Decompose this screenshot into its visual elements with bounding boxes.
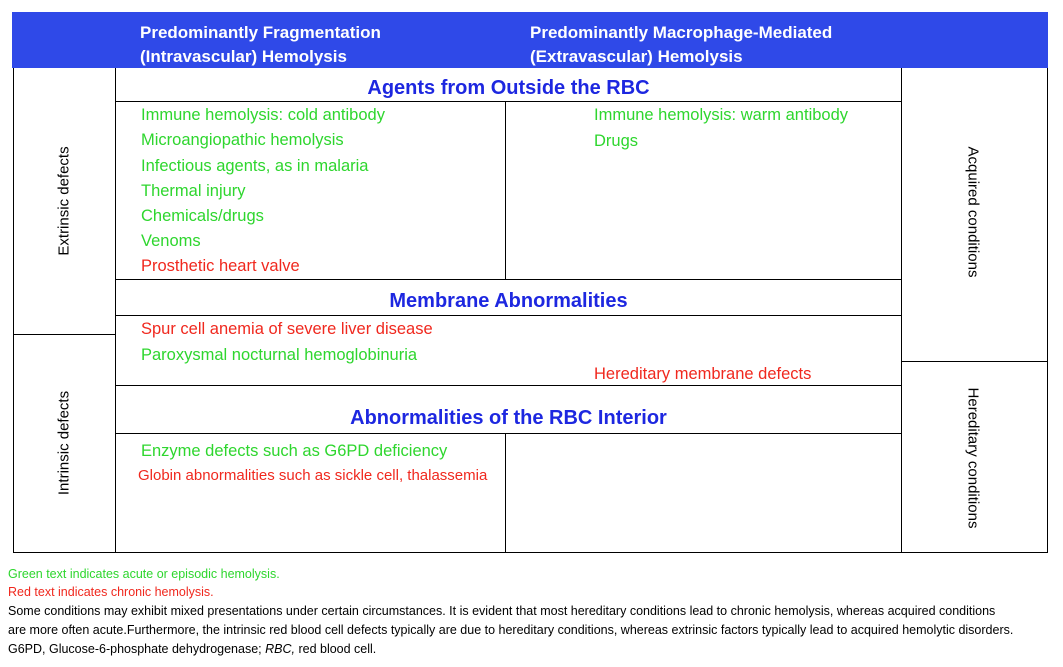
list-item: Microangiopathic hemolysis xyxy=(141,131,344,149)
section-title-interior: Abnormalities of the RBC Interior xyxy=(350,407,667,429)
list-item: Enzyme defects such as G6PD deficiency xyxy=(141,442,448,460)
abbrev-g6pd: G6PD, Glucose-6-phosphate dehydrogenase; xyxy=(8,642,266,656)
list-item: Globin abnormalities such as sickle cell, thalassemia xyxy=(138,467,488,484)
list-item: Paroxysmal nocturnal hemoglobinuria xyxy=(141,346,418,364)
header-fragmentation-line2: (Intravascular) Hemolysis xyxy=(140,47,347,66)
footnote-line: are more often acute.Furthermore, the intrinsic red blood cell defects typically are due to hereditary conditions, whereas extrinsic factors typically lead to acquired hemolytic disorders. xyxy=(8,623,1014,637)
list-item: Chemicals/drugs xyxy=(141,207,264,225)
list-item: Immune hemolysis: cold antibody xyxy=(141,106,385,124)
footnote-abbreviations xyxy=(8,641,376,657)
section-title-membrane: Membrane Abnormalities xyxy=(389,290,628,312)
hereditary-conditions-label: Hereditary conditions xyxy=(964,387,982,529)
list-item: Hereditary membrane defects xyxy=(594,365,812,383)
section-title-agents: Agents from Outside the RBC xyxy=(367,77,650,99)
list-item: Thermal injury xyxy=(141,182,246,200)
footnote-green: Green text indicates acute or episodic hemolysis. xyxy=(8,567,280,581)
extrinsic-defects-label: Extrinsic defects xyxy=(55,146,73,256)
footnote-red: Red text indicates chronic hemolysis. xyxy=(8,585,214,599)
intrinsic-defects-label: Intrinsic defects xyxy=(55,390,73,496)
abbrev-rbc: RBC, xyxy=(265,642,295,656)
list-item: Drugs xyxy=(594,132,639,150)
header-macrophage-line2: (Extravascular) Hemolysis xyxy=(530,47,743,66)
list-item: Venoms xyxy=(141,232,201,250)
header-macrophage-line1: Predominantly Macrophage-Mediated xyxy=(530,23,833,42)
list-item: Spur cell anemia of severe liver disease xyxy=(141,320,433,338)
list-item: Prosthetic heart valve xyxy=(141,257,300,275)
acquired-conditions-label: Acquired conditions xyxy=(964,146,982,278)
list-item: Infectious agents, as in malaria xyxy=(141,157,369,175)
abbrev-rbc-def: red blood cell. xyxy=(294,642,377,656)
header-fragmentation-line1: Predominantly Fragmentation xyxy=(140,23,381,42)
list-item: Immune hemolysis: warm antibody xyxy=(594,106,849,124)
footnote-line: Some conditions may exhibit mixed presentations under certain circumstances. It is evident that most hereditary conditions lead to chronic hemolysis, whereas acquired conditions xyxy=(8,604,996,618)
